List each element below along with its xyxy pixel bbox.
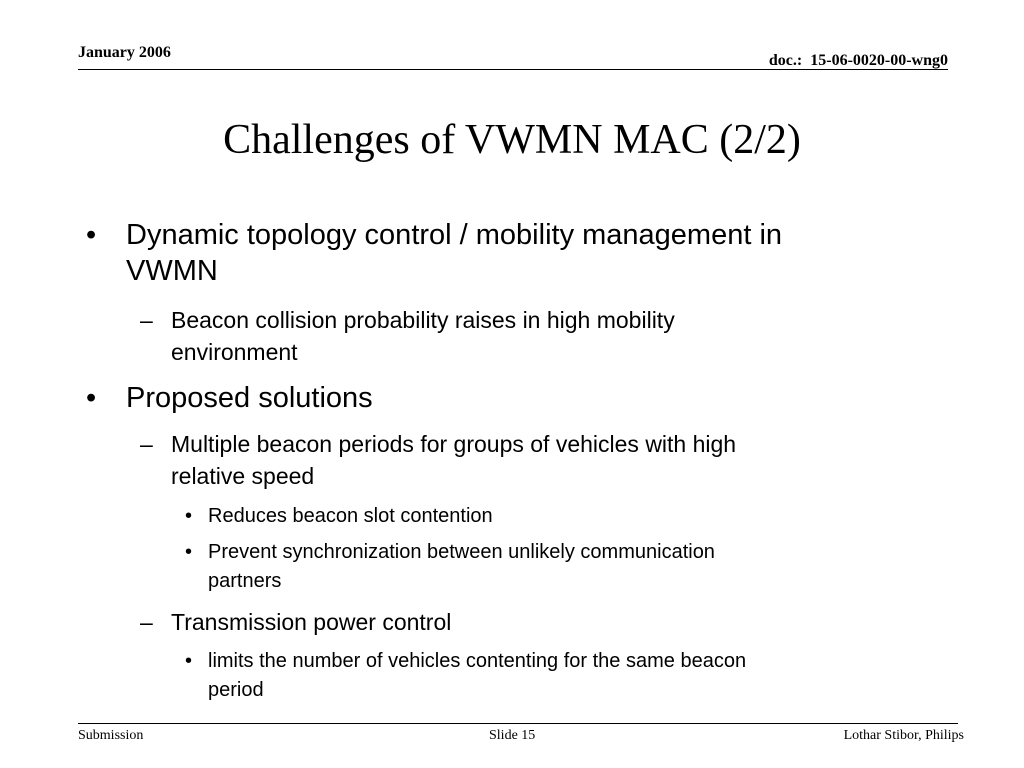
small-bullet-marker: • [185,505,193,527]
small-bullet-marker: • [185,541,193,563]
sub-sub-bullet-text: limits the number of vehicles contenting for the same beacon [208,650,747,672]
header-divider [78,69,948,70]
footer-slide-number: Slide 15 [489,728,536,743]
slide-title: Challenges of VWMN MAC (2/2) [223,117,801,163]
sub-sub-bullet-text: Prevent synchronization between unlikely communication [208,541,715,563]
bullet-text: Proposed solutions [126,382,373,414]
bullet-marker: • [86,219,97,251]
footer-submission: Submission [78,728,144,743]
dash-marker: – [140,609,153,635]
sub-sub-bullet-text-cont: partners [208,570,282,592]
bullet-marker: • [86,382,97,414]
footer-divider [78,723,958,724]
sub-bullet-text: Transmission power control [171,609,452,635]
dash-marker: – [140,431,153,457]
bullet-text: Dynamic topology control / mobility management in [126,219,783,251]
header-date: January 2006 [78,44,171,61]
sub-bullet-text-cont: relative speed [171,463,315,489]
sub-bullet-text: Multiple beacon periods for groups of vehicles with high [171,431,737,457]
sub-sub-bullet-text-cont: period [208,679,264,701]
sub-sub-bullet-text: Reduces beacon slot contention [208,505,493,527]
header-doc-id: doc.: 15-06-0020-00-wng0 [768,52,948,69]
dash-marker: – [140,307,153,333]
small-bullet-marker: • [185,650,193,672]
sub-bullet-text: Beacon collision probability raises in high mobility [171,307,675,333]
sub-bullet-text-cont: environment [171,339,298,365]
bullet-text-cont: VWMN [126,255,218,287]
footer-author: Lothar Stibor, Philips [843,728,964,743]
